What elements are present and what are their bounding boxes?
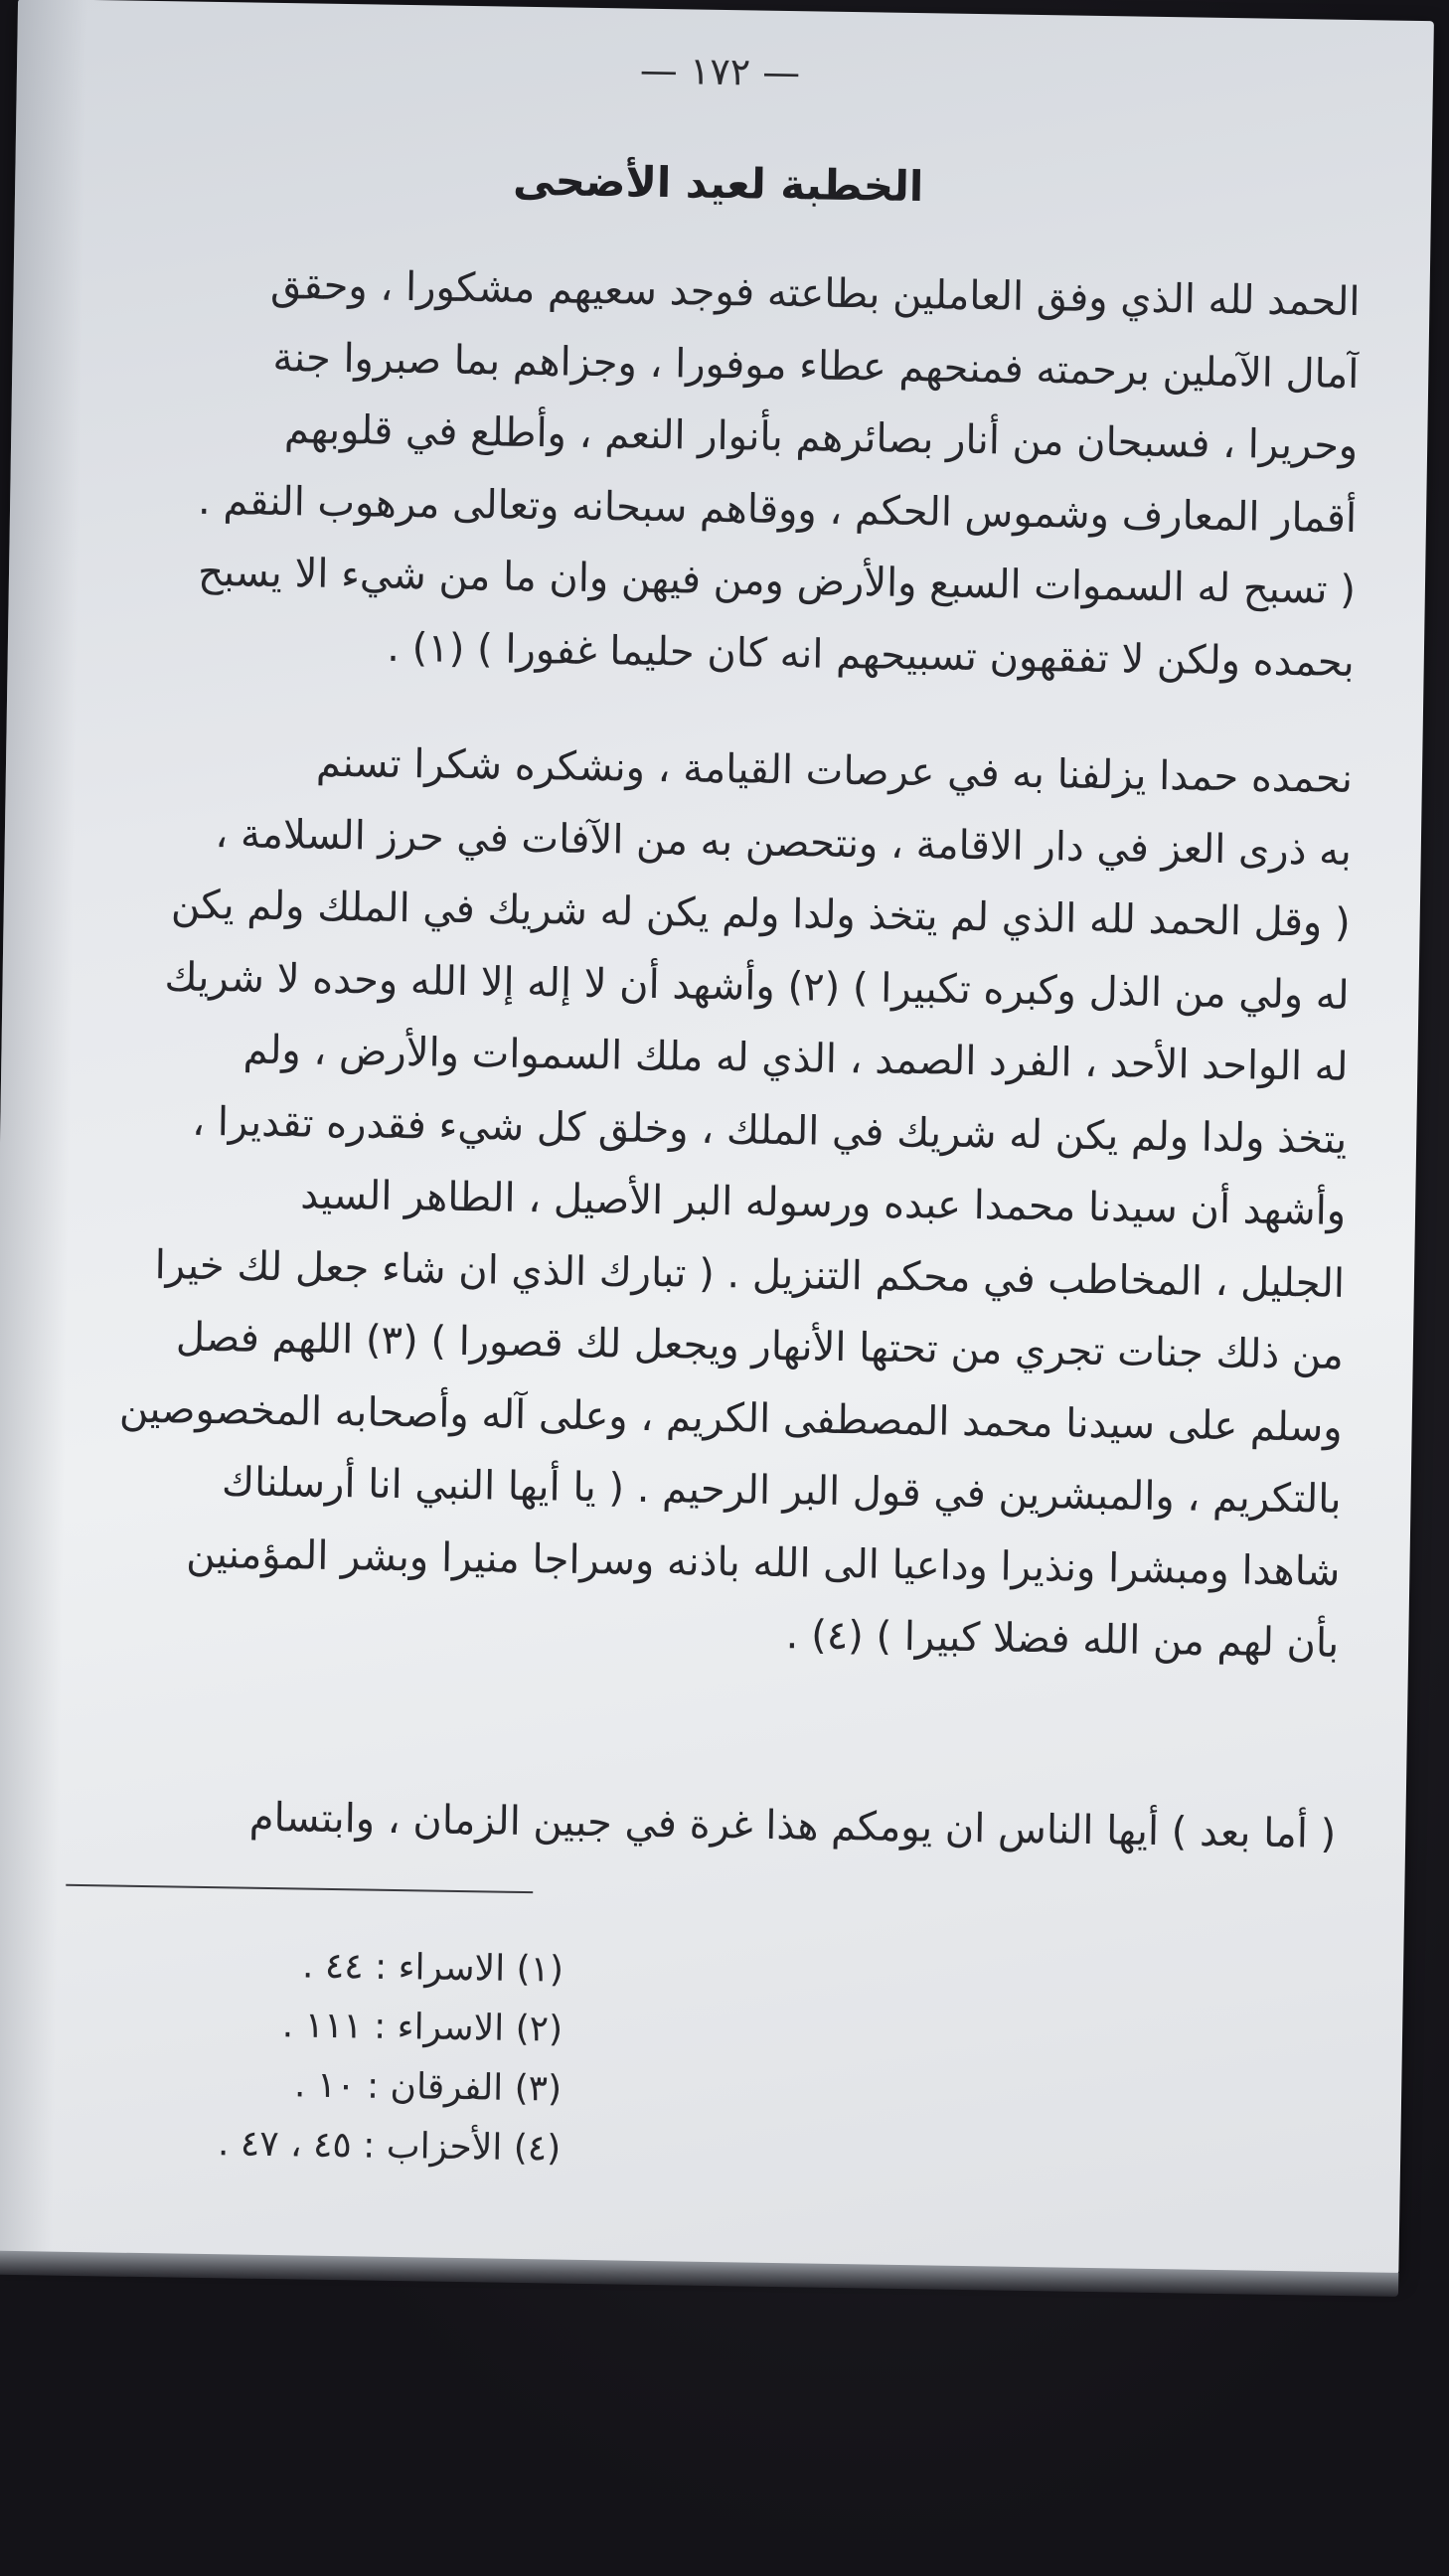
text-line: نحمده حمدا يزلفنا به في عرصات القيامة ، ونشكره شكرا تسنم <box>315 739 1354 802</box>
text-line: له الواحد الأحد ، الفرد الصمد ، الذي له ملك السموات والأرض ، ولم <box>242 1027 1349 1090</box>
text-line: آمال الآملين برحمته فمنحهم عطاء موفورا ، وجزاهم بما صبروا جنة <box>272 334 1360 398</box>
text-line: من ذلك جنات تجري من تحتها الأنهار ويجعل لك قصورا ) (٣) اللهم فصل <box>175 1314 1345 1378</box>
page-heading: الخطبة لعيد الأضحى <box>512 155 924 212</box>
footnote-text: (٣) الفرقان : ١٠ . <box>293 2064 563 2110</box>
text-line: ( وقل الحمد لله الذي لم يتخذ ولدا ولم يكن له شريك في الملك ولم يكن <box>170 882 1352 946</box>
paragraph-3 <box>49 1779 1337 1871</box>
text-line: بالتكريم ، والمبشرين في قول البر الرحيم . ( يا أيها النبي انا أرسلناك <box>221 1459 1342 1523</box>
text-line: ( أما بعد ) أيها الناس ان يومكم هذا غرة في جبين الزمان ، وابتسام <box>248 1794 1337 1857</box>
text-line: يتخذ ولدا ولم يكن له شريك في الملك ، وخلق كل شيء فقدره تقديرا ، <box>191 1098 1348 1163</box>
text-line: بحمده ولكن لا تفقهون تسبيحهم انه كان حليما غفورا ) (١) . <box>386 624 1356 686</box>
page-content <box>42 0 1364 2274</box>
text-line: بأن لهم من الله فضلا كبيرا ) (٤) . <box>785 1612 1340 1667</box>
footnote-text: (٤) الأحزاب : ٤٥ ، ٤٧ . <box>217 2123 562 2170</box>
text-line: أقمار المعارف وشموس الحكم ، ووقاهم سبحانه وتعالى مرهوب النقم . <box>197 477 1358 542</box>
text-line: وحريرا ، فسبحان من أنار بصائرهم بأنوار النعم ، وأطلع في قلوبهم <box>283 406 1359 470</box>
footnote-divider <box>66 1884 533 1893</box>
footnote-text: (٢) الاسراء : ١١١ . <box>281 2005 564 2050</box>
text-line: شاهدا ومبشرا ونذيرا وداعيا الى الله باذنه وسراجا منيرا وبشر المؤمنين <box>185 1530 1341 1595</box>
paragraph-1 <box>67 246 1361 699</box>
paragraph-2 <box>52 724 1354 1681</box>
text-line: الجليل ، المخاطب في محكم التنزيل . ( تبارك الذي ان شاء جعل لك خيرا <box>154 1241 1346 1307</box>
text-line: وسلم على سيدنا محمد المصطفى الكريم ، وعلى آله وأصحابه المخصوصين <box>118 1385 1344 1451</box>
text-line: الحمد لله الذي وفق العاملين بطاعته فوجد سعيهم مشكورا ، وحقق <box>269 261 1361 326</box>
text-line: به ذرى العز في دار الاقامة ، ونتحصن به من الآفات في حرز السلامة ، <box>215 810 1353 875</box>
text-line: له ولي من الذل وكبره تكبيرا ) (٢) وأشهد أن لا إله إلا الله وحده لا شريك <box>164 953 1350 1019</box>
footnote-text: (١) الاسراء : ٤٤ . <box>301 1945 564 1991</box>
page-number: — ١٧٢ — <box>639 48 801 95</box>
footnotes <box>44 1933 1335 2191</box>
text-line: ( تسبح له السموات السبع والأرض ومن فيهن وان ما من شيء الا يسبح <box>197 549 1357 614</box>
text-line: وأشهد أن سيدنا محمدا عبده ورسوله البر الأصيل ، الطاهر السيد <box>299 1172 1347 1234</box>
